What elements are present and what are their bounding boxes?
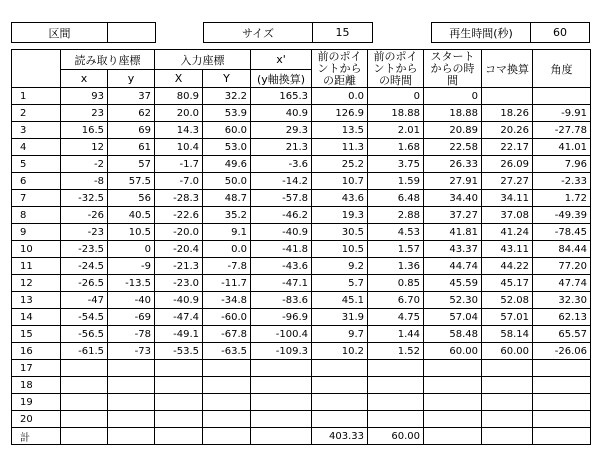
table-cell[interactable]: -78: [108, 326, 155, 343]
row-index-cell[interactable]: 12: [12, 275, 61, 292]
table-cell[interactable]: 60.00: [482, 343, 533, 360]
table-cell[interactable]: [108, 428, 155, 445]
table-cell[interactable]: 53.0: [203, 139, 251, 156]
table-cell[interactable]: 27.91: [424, 173, 482, 190]
table-cell[interactable]: [482, 377, 533, 394]
table-cell[interactable]: [482, 428, 533, 445]
table-cell[interactable]: -20.4: [155, 241, 203, 258]
table-cell[interactable]: 27.27: [482, 173, 533, 190]
table-cell[interactable]: 10.2: [312, 343, 368, 360]
table-cell[interactable]: 61: [108, 139, 155, 156]
table-cell[interactable]: [424, 411, 482, 428]
table-cell[interactable]: -78.45: [533, 224, 591, 241]
row-index-cell[interactable]: 20: [12, 411, 61, 428]
table-cell[interactable]: [533, 360, 591, 377]
table-cell[interactable]: 25.2: [312, 156, 368, 173]
table-cell[interactable]: 53.9: [203, 105, 251, 122]
table-cell[interactable]: 20.0: [155, 105, 203, 122]
table-cell[interactable]: [251, 394, 312, 411]
row-index-cell[interactable]: 10: [12, 241, 61, 258]
header-time-from-prev[interactable]: 前のポイントからの時間: [368, 50, 424, 88]
section-box: [11, 22, 156, 43]
header-input-coords[interactable]: 入力座標: [155, 50, 251, 70]
table-cell[interactable]: -40: [108, 292, 155, 309]
row-index-cell[interactable]: 6: [12, 173, 61, 190]
header-input-y[interactable]: Y: [203, 70, 251, 88]
table-cell[interactable]: -109.3: [251, 343, 312, 360]
playback-value-cell[interactable]: 60: [553, 26, 567, 39]
table-cell[interactable]: 10.5: [312, 241, 368, 258]
table-cell[interactable]: 65.57: [533, 326, 591, 343]
table-cell[interactable]: 26.33: [424, 156, 482, 173]
table-cell[interactable]: 2.01: [368, 122, 424, 139]
table-cell[interactable]: 165.3: [251, 88, 312, 105]
total-label[interactable]: 計: [12, 428, 61, 445]
table-cell[interactable]: [312, 360, 368, 377]
table-cell[interactable]: 23: [61, 105, 108, 122]
table-cell[interactable]: -54.5: [61, 309, 108, 326]
table-cell[interactable]: -22.6: [155, 207, 203, 224]
table-cell[interactable]: 56: [108, 190, 155, 207]
table-cell[interactable]: 32.30: [533, 292, 591, 309]
table-cell[interactable]: -49.1: [155, 326, 203, 343]
table-cell[interactable]: 41.81: [424, 224, 482, 241]
table-cell[interactable]: 0.85: [368, 275, 424, 292]
table-row: [12, 394, 591, 411]
table-row: [12, 88, 591, 105]
table-cell[interactable]: [108, 360, 155, 377]
table-cell[interactable]: -21.3: [155, 258, 203, 275]
table-cell[interactable]: 34.40: [424, 190, 482, 207]
row-index-cell[interactable]: 13: [12, 292, 61, 309]
table-cell[interactable]: 43.11: [482, 241, 533, 258]
table-cell[interactable]: 0.0: [203, 241, 251, 258]
header-row-1: [12, 50, 591, 70]
table-cell[interactable]: [251, 360, 312, 377]
table-cell[interactable]: 40.5: [108, 207, 155, 224]
table-cell[interactable]: -11.7: [203, 275, 251, 292]
table-cell[interactable]: 18.26: [482, 105, 533, 122]
table-cell[interactable]: -2: [61, 156, 108, 173]
row-index-cell[interactable]: 1: [12, 88, 61, 105]
table-cell[interactable]: 44.22: [482, 258, 533, 275]
table-cell[interactable]: -69: [108, 309, 155, 326]
table-cell[interactable]: -40.9: [251, 224, 312, 241]
table-cell[interactable]: [155, 411, 203, 428]
table-cell[interactable]: 58.48: [424, 326, 482, 343]
table-cell[interactable]: 4.75: [368, 309, 424, 326]
table-cell[interactable]: [203, 360, 251, 377]
table-cell[interactable]: -32.5: [61, 190, 108, 207]
header-frame-conv[interactable]: コマ換算: [482, 50, 533, 88]
table-cell[interactable]: [203, 377, 251, 394]
table-cell[interactable]: -53.5: [155, 343, 203, 360]
table-cell[interactable]: -3.6: [251, 156, 312, 173]
table-cell[interactable]: 30.5: [312, 224, 368, 241]
table-cell[interactable]: [482, 360, 533, 377]
table-cell[interactable]: [424, 377, 482, 394]
table-cell[interactable]: 57.5: [108, 173, 155, 190]
table-cell[interactable]: 12: [61, 139, 108, 156]
table-cell[interactable]: [251, 377, 312, 394]
size-value-cell[interactable]: 15: [335, 26, 350, 39]
table-cell[interactable]: 3.75: [368, 156, 424, 173]
header-angle[interactable]: 角度: [533, 50, 591, 88]
data-table: [11, 49, 591, 445]
table-cell[interactable]: 10.4: [155, 139, 203, 156]
table-cell[interactable]: [368, 377, 424, 394]
table-cell[interactable]: 0.0: [312, 88, 368, 105]
table-cell[interactable]: [368, 411, 424, 428]
row-index-cell[interactable]: 15: [12, 326, 61, 343]
row-index-cell[interactable]: 18: [12, 377, 61, 394]
table-cell[interactable]: -49.39: [533, 207, 591, 224]
table-cell[interactable]: -2.33: [533, 173, 591, 190]
table-cell[interactable]: [368, 394, 424, 411]
table-cell[interactable]: -61.5: [61, 343, 108, 360]
table-cell[interactable]: 11.3: [312, 139, 368, 156]
table-cell[interactable]: 47.74: [533, 275, 591, 292]
table-cell[interactable]: -73: [108, 343, 155, 360]
row-index-cell[interactable]: 7: [12, 190, 61, 207]
table-cell[interactable]: [312, 377, 368, 394]
table-cell[interactable]: 45.1: [312, 292, 368, 309]
table-cell[interactable]: -26: [61, 207, 108, 224]
playback-label: 再生時間(秒): [432, 23, 531, 42]
table-row: [12, 190, 591, 207]
table-row: [12, 411, 591, 428]
table-cell[interactable]: 31.9: [312, 309, 368, 326]
table-cell[interactable]: -40.9: [155, 292, 203, 309]
table-row: [12, 309, 591, 326]
header-read-y[interactable]: y: [108, 70, 155, 88]
table-cell[interactable]: 80.9: [155, 88, 203, 105]
table-cell[interactable]: 93: [61, 88, 108, 105]
table-cell[interactable]: 21.3: [251, 139, 312, 156]
table-cell[interactable]: -56.5: [61, 326, 108, 343]
table-cell[interactable]: -24.5: [61, 258, 108, 275]
table-cell[interactable]: [61, 411, 108, 428]
header-dist-from-prev[interactable]: 前のポイントからの距離: [312, 50, 368, 88]
table-cell[interactable]: [482, 394, 533, 411]
row-index-cell[interactable]: 11: [12, 258, 61, 275]
table-cell[interactable]: -26.5: [61, 275, 108, 292]
table-cell[interactable]: 1.59: [368, 173, 424, 190]
table-cell[interactable]: 69: [108, 122, 155, 139]
table-cell[interactable]: 1.44: [368, 326, 424, 343]
table-row: [12, 292, 591, 309]
table-cell[interactable]: [368, 360, 424, 377]
table-cell[interactable]: 50.0: [203, 173, 251, 190]
size-label: サイズ: [204, 23, 313, 42]
total-distance[interactable]: 403.33: [312, 428, 368, 445]
table-row: [12, 224, 591, 241]
table-cell[interactable]: 20.89: [424, 122, 482, 139]
table-cell[interactable]: 62.13: [533, 309, 591, 326]
table-cell[interactable]: [61, 394, 108, 411]
table-cell[interactable]: -26.06: [533, 343, 591, 360]
table-cell[interactable]: 20.26: [482, 122, 533, 139]
table-cell[interactable]: 1.36: [368, 258, 424, 275]
table-cell[interactable]: [203, 394, 251, 411]
table-cell[interactable]: -14.2: [251, 173, 312, 190]
table-cell[interactable]: [482, 88, 533, 105]
row-index-cell[interactable]: 14: [12, 309, 61, 326]
table-cell[interactable]: 1.57: [368, 241, 424, 258]
table-cell[interactable]: -43.6: [251, 258, 312, 275]
table-cell[interactable]: [424, 394, 482, 411]
table-cell[interactable]: [251, 411, 312, 428]
table-cell[interactable]: [203, 428, 251, 445]
table-cell[interactable]: 35.2: [203, 207, 251, 224]
table-cell[interactable]: [155, 394, 203, 411]
row-index-cell[interactable]: 9: [12, 224, 61, 241]
table-cell[interactable]: 22.58: [424, 139, 482, 156]
table-cell[interactable]: 40.9: [251, 105, 312, 122]
table-cell[interactable]: 34.11: [482, 190, 533, 207]
row-index-cell[interactable]: 19: [12, 394, 61, 411]
table-cell[interactable]: -9: [108, 258, 155, 275]
table-cell[interactable]: 49.6: [203, 156, 251, 173]
table-cell[interactable]: 26.09: [482, 156, 533, 173]
table-cell[interactable]: [108, 377, 155, 394]
table-cell[interactable]: -41.8: [251, 241, 312, 258]
table-cell[interactable]: -47.1: [251, 275, 312, 292]
table-cell[interactable]: 52.30: [424, 292, 482, 309]
table-cell[interactable]: 57.04: [424, 309, 482, 326]
row-index-cell[interactable]: 8: [12, 207, 61, 224]
table-cell[interactable]: 18.88: [424, 105, 482, 122]
table-cell[interactable]: -20.0: [155, 224, 203, 241]
table-row: [12, 207, 591, 224]
table-cell[interactable]: 1.52: [368, 343, 424, 360]
header-index[interactable]: [12, 50, 61, 88]
table-cell[interactable]: 45.17: [482, 275, 533, 292]
size-box: [203, 22, 373, 43]
table-cell[interactable]: -1.7: [155, 156, 203, 173]
table-row: [12, 258, 591, 275]
table-cell[interactable]: -100.4: [251, 326, 312, 343]
table-cell[interactable]: -96.9: [251, 309, 312, 326]
header-y-axis-conv[interactable]: (y軸換算): [251, 70, 312, 88]
table-cell[interactable]: 48.7: [203, 190, 251, 207]
table-cell[interactable]: [482, 411, 533, 428]
table-cell[interactable]: 41.01: [533, 139, 591, 156]
table-cell[interactable]: 10.7: [312, 173, 368, 190]
header-read-x[interactable]: x: [61, 70, 108, 88]
table-row: [12, 377, 591, 394]
table-cell[interactable]: -28.3: [155, 190, 203, 207]
table-cell[interactable]: -7.0: [155, 173, 203, 190]
table-cell[interactable]: [533, 394, 591, 411]
table-row: [12, 360, 591, 377]
row-index-cell[interactable]: 4: [12, 139, 61, 156]
table-cell[interactable]: 1.72: [533, 190, 591, 207]
table-cell[interactable]: -47: [61, 292, 108, 309]
row-index-cell[interactable]: 16: [12, 343, 61, 360]
table-cell[interactable]: 22.17: [482, 139, 533, 156]
table-cell[interactable]: 0: [108, 241, 155, 258]
table-cell[interactable]: [108, 394, 155, 411]
table-cell[interactable]: 126.9: [312, 105, 368, 122]
table-cell[interactable]: [155, 428, 203, 445]
table-cell[interactable]: [155, 377, 203, 394]
table-cell[interactable]: 84.44: [533, 241, 591, 258]
table-cell[interactable]: [108, 411, 155, 428]
table-cell[interactable]: 2.88: [368, 207, 424, 224]
table-cell[interactable]: [533, 428, 591, 445]
table-cell[interactable]: 37: [108, 88, 155, 105]
table-cell[interactable]: [61, 428, 108, 445]
header-read-coords[interactable]: 読み取り座標: [61, 50, 155, 70]
table-row: [12, 139, 591, 156]
table-cell[interactable]: 43.6: [312, 190, 368, 207]
table-cell[interactable]: [61, 377, 108, 394]
total-time[interactable]: 60.00: [368, 428, 424, 445]
row-index-cell[interactable]: 5: [12, 156, 61, 173]
table-row: [12, 173, 591, 190]
table-cell[interactable]: [533, 411, 591, 428]
table-cell[interactable]: 60.00: [424, 343, 482, 360]
table-cell[interactable]: 9.7: [312, 326, 368, 343]
playback-box: [431, 22, 590, 43]
table-cell[interactable]: -83.6: [251, 292, 312, 309]
table-cell[interactable]: 9.1: [203, 224, 251, 241]
table-cell[interactable]: 0: [368, 88, 424, 105]
table-cell[interactable]: -67.8: [203, 326, 251, 343]
table-cell[interactable]: 60.0: [203, 122, 251, 139]
row-index-cell[interactable]: 17: [12, 360, 61, 377]
table-cell[interactable]: 41.24: [482, 224, 533, 241]
header-input-x[interactable]: X: [155, 70, 203, 88]
table-cell[interactable]: -7.8: [203, 258, 251, 275]
header-time-from-start[interactable]: スタートからの時間: [424, 50, 482, 88]
table-cell[interactable]: 58.14: [482, 326, 533, 343]
table-cell[interactable]: 0: [424, 88, 482, 105]
table-cell[interactable]: 44.74: [424, 258, 482, 275]
table-cell[interactable]: 19.3: [312, 207, 368, 224]
table-row: [12, 156, 591, 173]
table-cell[interactable]: -34.8: [203, 292, 251, 309]
table-cell[interactable]: -47.4: [155, 309, 203, 326]
table-row: [12, 105, 591, 122]
table-cell[interactable]: 62: [108, 105, 155, 122]
table-cell[interactable]: 77.20: [533, 258, 591, 275]
table-cell[interactable]: 14.3: [155, 122, 203, 139]
table-cell[interactable]: 4.53: [368, 224, 424, 241]
table-cell[interactable]: [251, 428, 312, 445]
table-cell[interactable]: 1.68: [368, 139, 424, 156]
table-cell[interactable]: 52.08: [482, 292, 533, 309]
table-row: [12, 275, 591, 292]
table-cell[interactable]: -9.91: [533, 105, 591, 122]
table-row: [12, 343, 591, 360]
table-cell[interactable]: 57: [108, 156, 155, 173]
table-cell[interactable]: 57.01: [482, 309, 533, 326]
table-cell[interactable]: -8: [61, 173, 108, 190]
table-cell[interactable]: 5.7: [312, 275, 368, 292]
table-cell[interactable]: [533, 88, 591, 105]
table-cell[interactable]: 13.5: [312, 122, 368, 139]
table-row: [12, 326, 591, 343]
table-cell[interactable]: [533, 377, 591, 394]
table-cell[interactable]: 45.59: [424, 275, 482, 292]
total-row: [12, 428, 591, 445]
table-cell[interactable]: [424, 428, 482, 445]
table-cell[interactable]: [424, 360, 482, 377]
table-cell[interactable]: 7.96: [533, 156, 591, 173]
row-index-cell[interactable]: 2: [12, 105, 61, 122]
table-cell[interactable]: -13.5: [108, 275, 155, 292]
table-cell[interactable]: -46.2: [251, 207, 312, 224]
table-cell[interactable]: 16.5: [61, 122, 108, 139]
table-cell[interactable]: -23.0: [155, 275, 203, 292]
table-cell[interactable]: 43.37: [424, 241, 482, 258]
table-row: [12, 241, 591, 258]
table-cell[interactable]: 32.2: [203, 88, 251, 105]
table-cell[interactable]: 6.48: [368, 190, 424, 207]
table-cell[interactable]: -23.5: [61, 241, 108, 258]
table-cell[interactable]: -63.5: [203, 343, 251, 360]
table-cell[interactable]: 9.2: [312, 258, 368, 275]
row-index-cell[interactable]: 3: [12, 122, 61, 139]
table-cell[interactable]: -60.0: [203, 309, 251, 326]
table-cell[interactable]: 10.5: [108, 224, 155, 241]
table-cell[interactable]: 37.08: [482, 207, 533, 224]
table-cell[interactable]: -57.8: [251, 190, 312, 207]
table-cell[interactable]: [203, 411, 251, 428]
table-cell[interactable]: [61, 360, 108, 377]
table-cell[interactable]: 6.70: [368, 292, 424, 309]
table-cell[interactable]: 37.27: [424, 207, 482, 224]
table-cell[interactable]: [312, 394, 368, 411]
section-value-cell[interactable]: [108, 23, 155, 42]
table-cell[interactable]: 18.88: [368, 105, 424, 122]
header-x-prime[interactable]: x': [251, 50, 312, 70]
table-cell[interactable]: [155, 360, 203, 377]
table-cell[interactable]: 29.3: [251, 122, 312, 139]
table-cell[interactable]: [312, 411, 368, 428]
section-label: 区間: [12, 23, 108, 42]
table-cell[interactable]: -27.78: [533, 122, 591, 139]
table-row: [12, 122, 591, 139]
table-cell[interactable]: -23: [61, 224, 108, 241]
